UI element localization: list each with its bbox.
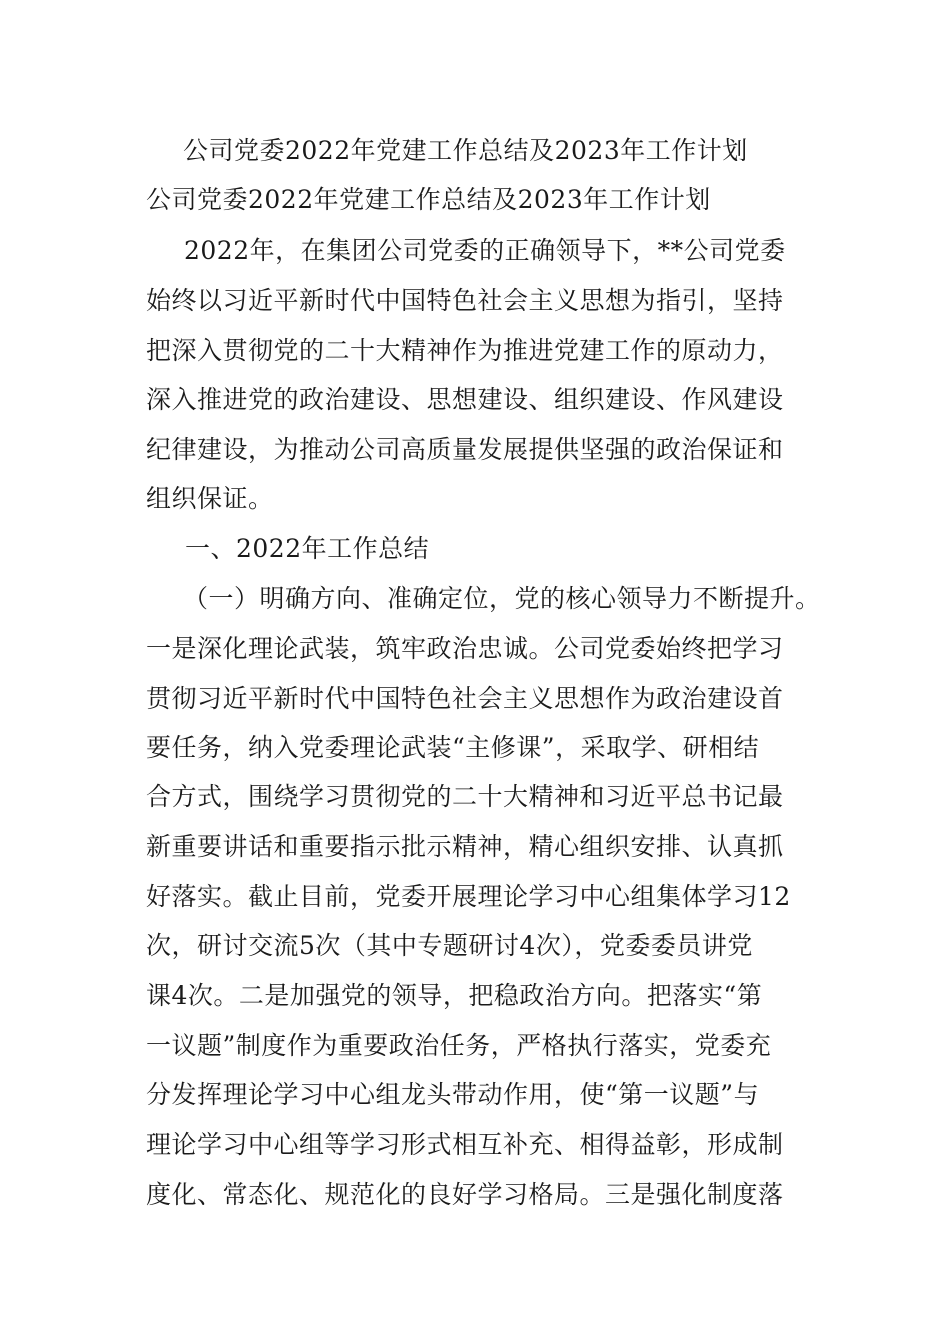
- body-line: 一议题”制度作为重要政治任务，严格执行落实，党委充: [146, 1031, 772, 1060]
- document-title-line-2: 公司党委2022年党建工作总结及2023年工作计划: [146, 185, 711, 214]
- intro-line: 深入推进党的政治建设、思想建设、组织建设、作风建设: [146, 385, 784, 414]
- sub-heading: （一）明确方向、准确定位，党的核心领导力不断提升。: [183, 584, 821, 613]
- intro-line: 纪律建设，为推动公司高质量发展提供坚强的政治保证和: [146, 435, 784, 464]
- intro-line: 2022年，在集团公司党委的正确领导下，**公司党委: [184, 236, 786, 265]
- body-line: 次，研讨交流5次（其中专题研讨4次），党委委员讲党: [146, 931, 753, 960]
- body-line: 要任务，纳入党委理论武装“主修课”，采取学、研相结: [146, 733, 760, 762]
- document-title-line-1: 公司党委2022年党建工作总结及2023年工作计划: [183, 136, 748, 165]
- intro-line: 组织保证。: [146, 484, 274, 513]
- intro-line: 把深入贯彻党的二十大精神作为推进党建工作的原动力，: [146, 336, 784, 365]
- body-line: 新重要讲话和重要指示批示精神，精心组织安排、认真抓: [146, 832, 784, 861]
- body-line: 贯彻习近平新时代中国特色社会主义思想作为政治建设首: [146, 684, 784, 713]
- body-line: 一是深化理论武装，筑牢政治忠诚。公司党委始终把学习: [146, 634, 784, 663]
- body-line: 度化、常态化、规范化的良好学习格局。三是强化制度落: [146, 1180, 784, 1209]
- body-line: 课4次。二是加强党的领导，把稳政治方向。把落实“第: [146, 981, 763, 1010]
- body-line: 分发挥理论学习中心组龙头带动作用，使“第一议题”与: [146, 1080, 760, 1109]
- body-line: 合方式，围绕学习贯彻党的二十大精神和习近平总书记最: [146, 782, 784, 811]
- section-heading: 一、2022年工作总结: [185, 534, 430, 563]
- body-line: 好落实。截止目前，党委开展理论学习中心组集体学习12: [146, 882, 791, 911]
- body-line: 理论学习中心组等学习形式相互补充、相得益彰，形成制: [146, 1130, 784, 1159]
- intro-line: 始终以习近平新时代中国特色社会主义思想为指引，坚持: [146, 286, 784, 315]
